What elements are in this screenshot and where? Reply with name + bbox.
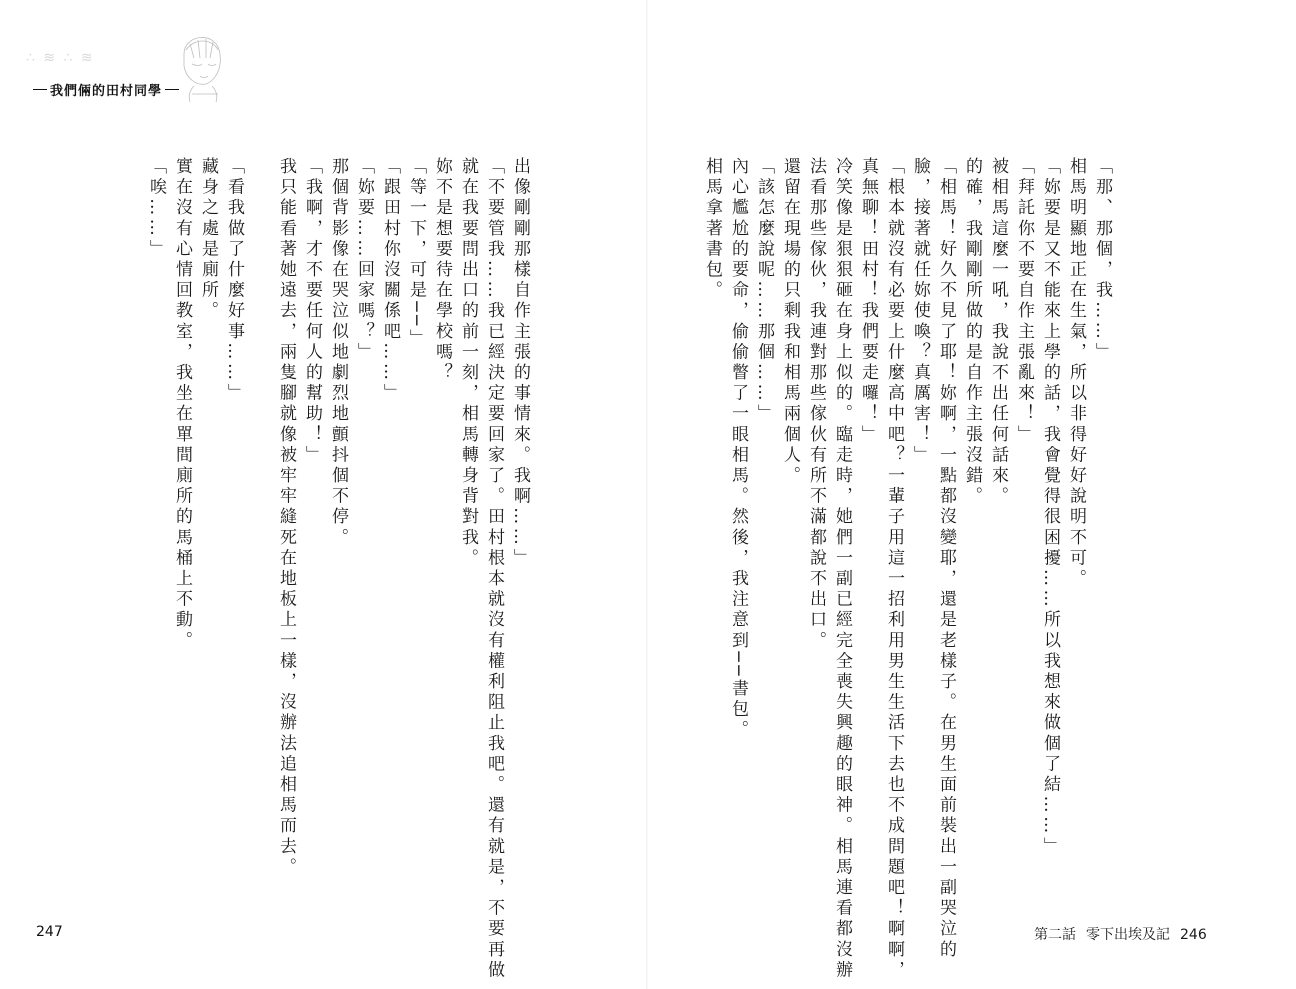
chapter-label: 第二話 bbox=[1034, 927, 1076, 943]
left-page-body bbox=[143, 157, 533, 981]
chapter-title: 零下出埃及記 bbox=[1086, 927, 1170, 943]
right_page-line: 內心尷尬的要命，偷偷瞥了一眼相馬。然後，我注意到──書包。 bbox=[728, 157, 748, 741]
page-gutter bbox=[646, 0, 648, 989]
right_page-line: 「根本就沒有必要上什麼高中吧？一輩子用這一招利用男生生活下去也不成問題吧！啊啊， bbox=[884, 157, 904, 981]
left_page-line: 妳不是想要待在學校嗎？ bbox=[432, 157, 452, 384]
right_page-line: 冷笑像是狠狠砸在身上似的。臨走時，她們一副已經完全喪失興趣的眼神。相馬連看都沒辦 bbox=[832, 157, 852, 981]
right_page-line: 還留在現場的只剩我和相馬兩個人。 bbox=[780, 157, 800, 487]
left_page-line: 出像剛剛那樣自作主張的事情來。我啊……」 bbox=[510, 157, 530, 569]
left_page-line: 「看我做了什麼好事……」 bbox=[224, 157, 244, 405]
running-header bbox=[22, 24, 222, 114]
right_page-line: 相馬明顯地正在生氣，所以非得好好說明不可。 bbox=[1066, 157, 1086, 590]
left_page-line: 實在沒有心情回教室，我坐在單間廁所的馬桶上不動。 bbox=[172, 157, 192, 652]
left_page-line: 「跟田村你沒關係吧……」 bbox=[380, 157, 400, 405]
right_page-line: 臉，接著就任妳使喚？真厲害！」 bbox=[910, 157, 930, 466]
left_page-line: 「妳要……回家嗎？」 bbox=[354, 157, 374, 363]
right_page-line: 相馬拿著書包。 bbox=[702, 157, 722, 302]
left_page-line: 藏身之處是廁所。 bbox=[198, 157, 218, 322]
series-title bbox=[30, 80, 182, 99]
right_page-line: 被相馬這麼一吼，我說不出任何話來。 bbox=[988, 157, 1008, 508]
left_page-line: 就在我要問出口的前一刻，相馬轉身背對我。 bbox=[458, 157, 478, 569]
left_page-line: 「不要管我……我已經決定要回家了。田村根本就沒有權利阻止我吧。還有就是，不要再做 bbox=[484, 157, 504, 981]
right-page-footer bbox=[1034, 924, 1207, 944]
left_page-line: 我只能看著她遠去，兩隻腳就像被牢牢縫死在地板上一樣，沒辦法追相馬而去。 bbox=[276, 157, 296, 878]
right-page-number: 246 bbox=[1180, 927, 1207, 943]
left-page-number: 247 bbox=[36, 924, 63, 940]
left_page-line bbox=[247, 157, 273, 981]
right_page-line: 「妳要是又不能來上學的話，我會覺得很困擾……所以我想來做個了結……」 bbox=[1040, 157, 1060, 858]
left_page-line: 「等一下，可是──」 bbox=[406, 157, 426, 350]
right_page-line: 真無聊！田村！我們要走囉！」 bbox=[858, 157, 878, 446]
right_page-line: 「拜託你不要自作主張亂來！」 bbox=[1014, 157, 1034, 446]
title-rule-left bbox=[33, 89, 47, 90]
left_page-line: 「唉……」 bbox=[146, 157, 166, 260]
right_page-line: 的確，我剛剛所做的是自作主張沒錯。 bbox=[962, 157, 982, 508]
left_page-line: 「我啊，才不要任何人的幫助！」 bbox=[302, 157, 322, 466]
right_page-line: 法看那些傢伙，我連對那些傢伙有所不滿都說不出口。 bbox=[806, 157, 826, 652]
right_page-line: 「該怎麼說呢……那個……」 bbox=[754, 157, 774, 425]
right-page-body bbox=[699, 157, 1115, 981]
series-title-text: 我們倆的田村同學 bbox=[50, 84, 163, 99]
right_page-line: 「相馬！好久不見了耶！妳啊，一點都沒變耶，還是老樣子。在男生面前裝出一副哭泣的 bbox=[936, 157, 956, 961]
left_page-line: 那個背影像在哭泣似地劇烈地顫抖個不停。 bbox=[328, 157, 348, 549]
right_page-line: 「那、那個，我……」 bbox=[1092, 157, 1112, 363]
header-ghost-logo: ∴ ≋ ∴ ≋ bbox=[26, 50, 95, 66]
title-rule-right bbox=[165, 89, 179, 90]
